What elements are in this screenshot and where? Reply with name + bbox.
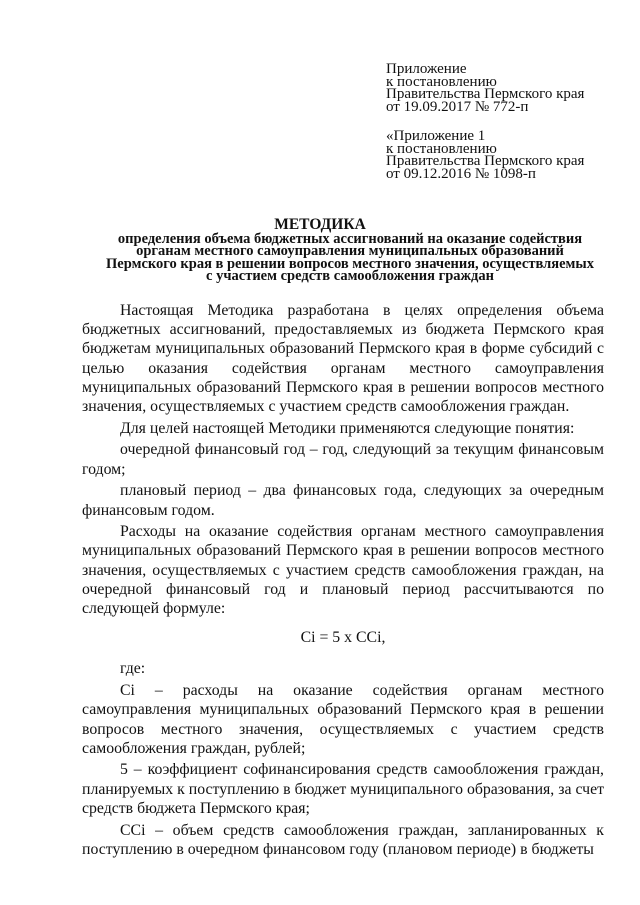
formula: Ci = 5 x CCi, xyxy=(300,629,386,647)
formula-where-label: где: xyxy=(120,660,146,678)
definition-coefficient-5: 5 – коэффициент софинансирования средств самообложения граждан, планируемых к поступлению в бюджет муниципального образования, за счет средств бюджета Пермского края; xyxy=(82,761,604,817)
subtitle-line: определения объема бюджетных ассигнований на оказание содействия xyxy=(117,231,583,247)
appendix-line: от 19.09.2017 № 772-п xyxy=(386,98,529,115)
paragraph-expenses-formula-intro: Расходы на оказание содействия органам местного самоуправления муниципальных образований Пермского края в решении вопросов местного значения, осуществляемых с участием средств самообложения граждан, на очередной финансовый год и плановый период рассчитываются по следующей формуле: xyxy=(82,523,604,618)
subtitle-line: с участием средств самообложения граждан xyxy=(206,268,494,285)
paragraph-definition-planning-period: плановый период – два финансовых года, следующих за очередным финансовым годом. xyxy=(82,482,604,519)
paragraph-purpose: Настоящая Методика разработана в целях определения объема бюджетных ассигнований, предоставляемых из бюджета Пермского края бюджетам муниципальных образований Пермского края в форме субсидий с целью оказания содействия органам местного самоуправления муниципальных образований Пермского края в решении вопросов местного значения, осуществляемых с участием средств самообложения граждан. xyxy=(82,302,604,416)
appendix-line: Правительства Пермского края xyxy=(386,86,585,102)
paragraph-definitions-intro: Для целей настоящей Методики применяются следующие понятия: xyxy=(120,419,575,437)
appendix-header-previous xyxy=(386,130,584,180)
paragraph-definition-financial-year: очередной финансовый год – год, следующий за текущим финансовым годом; xyxy=(82,441,604,478)
subtitle-line: Пермского края в решении вопросов местного значения, осуществляемых xyxy=(106,255,594,272)
appendix-line: Приложение xyxy=(386,61,467,77)
appendix-line: от 09.12.2016 № 1098-п xyxy=(386,165,536,182)
appendix-line: «Приложение 1 xyxy=(386,128,486,144)
definition-cci: CCi – объем средств самообложения граждан, запланированных к поступлению в очередном финансовом году (плановом периоде) в бюджеты xyxy=(82,821,604,858)
appendix-line: Правительства Пермского края xyxy=(386,153,585,169)
document-title: МЕТОДИКА xyxy=(274,216,366,233)
subtitle-line: органам местного самоуправления муниципальных образований xyxy=(136,243,564,260)
document-subtitle xyxy=(95,233,605,283)
appendix-header-current xyxy=(386,63,584,113)
definition-ci: Ci – расходы на оказание содействия органам местного самоуправления муниципальных образований Пермского края в решении вопросов местного значения, осуществляемых с участием средств самообложения граждан, рублей; xyxy=(82,682,604,757)
appendix-line: к постановлению xyxy=(386,73,497,90)
document-body xyxy=(82,301,604,861)
appendix-line: к постановлению xyxy=(386,140,497,157)
